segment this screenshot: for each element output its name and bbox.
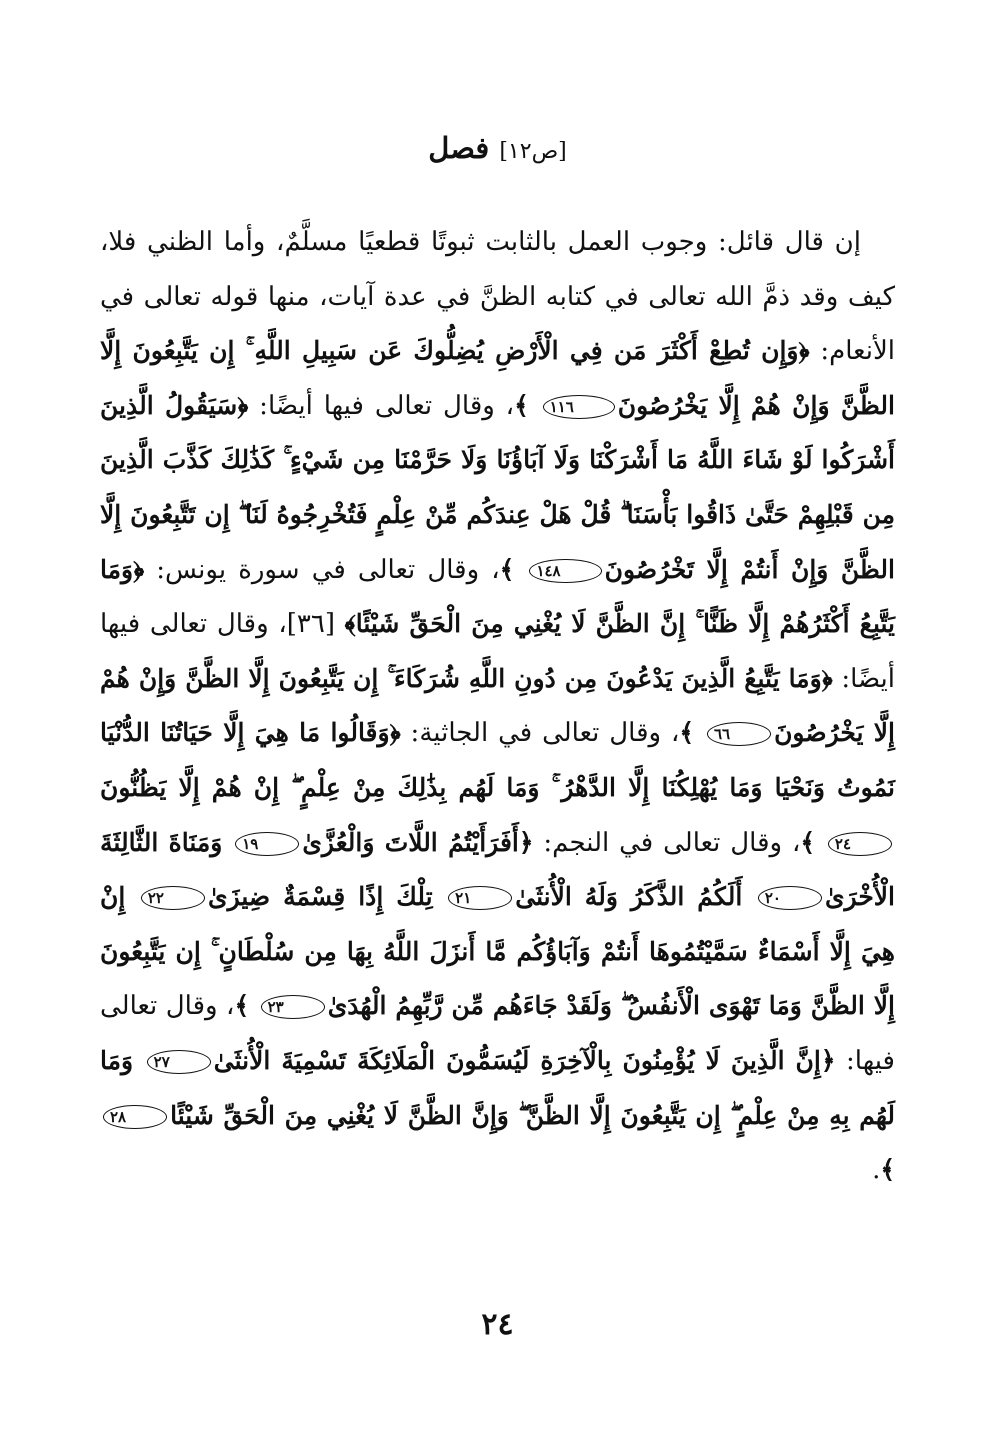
- body-text-run: ، وقال تعالى في الجاثية:: [400, 718, 680, 749]
- body-text-run: ، وقال تعالى في النجم:: [533, 827, 801, 858]
- quran-verse: إِنْ هِيَ إِلَّا أَسْمَاءٌ سَمَّيْتُمُوهَا أَنتُمْ وَآبَاؤُكُم مَّا أَنزَلَ اللَّهُ بِهَا مِن سُلْطَانٍ ۚ إِن يَتَّبِعُونَ إِلَّا الظَّنَّ وَمَا تَهْوَى الْأَنفُسُ ۖ وَلَقَدْ جَاءَهُم مِّن رَّبِّهِمُ الْهُدَىٰ: [100, 882, 895, 1021]
- section-heading: [0, 128, 995, 172]
- paragraph: [100, 215, 895, 1198]
- verse-number-marker: ٢٤: [828, 832, 892, 856]
- quran-verse: ﴿إِنَّ الَّذِينَ لَا يُؤْمِنُونَ بِالْآخِرَةِ لَيُسَمُّونَ الْمَلَائِكَةَ تَسْمِيَةَ الْأُنثَىٰ: [213, 1045, 836, 1075]
- verse-number-marker: ١٩: [235, 832, 299, 856]
- body-text-run: ، وقال تعالى فيها أيضًا:: [248, 390, 515, 421]
- verse-number-marker: ٢٧: [147, 1050, 211, 1074]
- body-text-run: ، وقال تعالى فيها:: [100, 991, 895, 1076]
- quran-verse: ﴿وَمَا يَتَّبِعُ أَكْثَرُهُمْ إِلَّا ظَنًّا ۚ إِنَّ الظَّنَّ لَا يُغْنِي مِنَ الْحَقِّ شَيْئًا﴾: [100, 554, 895, 639]
- quran-verse: ﴾: [679, 718, 695, 748]
- verse-number-marker: ٢١: [448, 886, 512, 910]
- body-text-run: [٣٦]، وقال تعالى فيها أيضًا:: [100, 609, 896, 694]
- quran-verse: ﴿وَمَا يَتَّبِعُ الَّذِينَ يَدْعُونَ مِن دُونِ اللَّهِ شُرَكَاءَ ۚ إِن يَتَّبِعُونَ إِلَّا الظَّنَّ وَإِنْ هُمْ إِلَّا يَخْرُصُونَ: [100, 663, 895, 748]
- verse-number-marker: ٦٦: [707, 722, 771, 746]
- quran-verse: ﴿أَفَرَأَيْتُمُ اللَّاتَ وَالْعُزَّىٰ: [302, 827, 534, 857]
- quran-verse: تِلْكَ إِذًا قِسْمَةٌ ضِيزَىٰ: [208, 882, 433, 912]
- verse-number-marker: ٢٠: [758, 886, 822, 910]
- section-title: فصل: [428, 131, 490, 165]
- page-number: ٢٤: [481, 1307, 514, 1342]
- quran-verse: وَمَنَاةَ الثَّالِثَةَ الْأُخْرَىٰ: [100, 827, 896, 912]
- quran-verse: ﴿وَقَالُوا مَا هِيَ إِلَّا حَيَاتُنَا الدُّنْيَا نَمُوتُ وَنَحْيَا وَمَا يُهْلِكُنَا إِلَّا الدَّهْرُ ۚ وَمَا لَهُم بِذَٰلِكَ مِنْ عِلْمٍ ۖ إِنْ هُمْ إِلَّا يَظُنُّونَ: [100, 718, 895, 802]
- quran-verse: ﴾: [880, 1155, 895, 1185]
- body-text-run: ، وقال تعالى في سورة يونس:: [144, 554, 500, 585]
- verse-number-marker: ٢٢: [141, 886, 205, 910]
- verse-number-marker: ١١٦: [543, 395, 615, 419]
- verse-number-marker: ١٤٨: [529, 559, 601, 583]
- page-reference: [ص١٢]: [499, 139, 567, 164]
- quran-verse: ﴿وَإِن تُطِعْ أَكْثَرَ مَن فِي الْأَرْضِ يُضِلُّوكَ عَن سَبِيلِ اللَّهِ ۚ إِن يَتَّبِعُونَ إِلَّا الظَّنَّ وَإِنْ هُمْ إِلَّا يَخْرُصُونَ: [100, 336, 895, 420]
- quran-verse: أَلَكُمُ الذَّكَرُ وَلَهُ الْأُنثَىٰ: [515, 882, 743, 912]
- body-text-run: .: [872, 1155, 881, 1186]
- body-text: [100, 215, 895, 1198]
- quran-verse: وَمَا لَهُم بِهِ مِنْ عِلْمٍ ۖ إِن يَتَّبِعُونَ إِلَّا الظَّنَّ ۖ وَإِنَّ الظَّنَّ لَا يُغْنِي مِنَ الْحَقِّ شَيْئًا: [100, 1045, 895, 1130]
- quran-verse: ﴾: [499, 554, 515, 584]
- quran-verse: ﴾: [514, 390, 529, 420]
- quran-verse: ﴾: [234, 991, 250, 1021]
- verse-number-marker: ٢٣: [261, 995, 325, 1019]
- quran-verse: ﴾: [800, 827, 816, 857]
- quran-verse: ﴿سَيَقُولُ الَّذِينَ أَشْرَكُوا لَوْ شَاءَ اللَّهُ مَا أَشْرَكْنَا وَلَا آبَاؤُنَا وَلَا حَرَّمْنَا مِن شَيْءٍ ۚ كَذَٰلِكَ كَذَّبَ الَّذِينَ مِن قَبْلِهِمْ حَتَّىٰ ذَاقُوا بَأْسَنَا ۗ قُلْ هَلْ عِندَكُم مِّنْ عِلْمٍ فَتُخْرِجُوهُ لَنَا ۖ إِن تَتَّبِعُونَ إِلَّا الظَّنَّ وَإِنْ أَنتُمْ إِلَّا تَخْرُصُونَ: [100, 390, 895, 584]
- body-text-run: إن قال قائل: وجوب العمل بالثابت ثبوتًا قطعيًا مسلَّمٌ، وأما الظني فلا، كيف وقد ذمَّ الله تعالى في كتابه الظنَّ في عدة آيات، منها قوله تعالى في الأنعام:: [100, 227, 896, 367]
- verse-number-marker: ٢٨: [103, 1105, 167, 1129]
